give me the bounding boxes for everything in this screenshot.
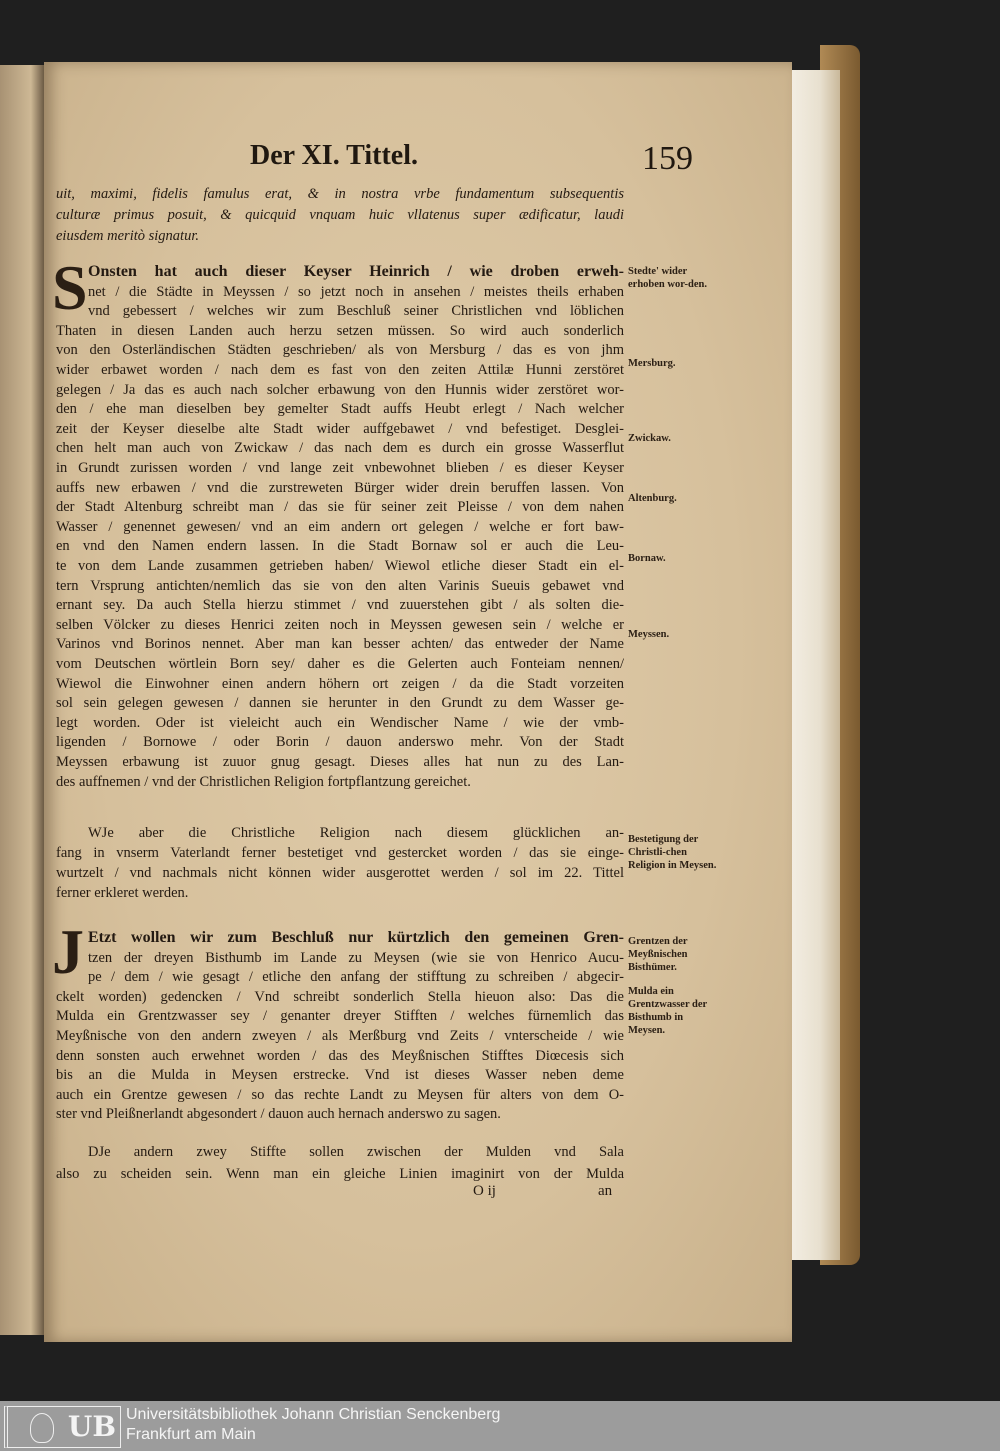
running-title: Der XI. Tittel. <box>250 140 418 171</box>
marginal-note: Stedte' wider erhoben wor-den. <box>628 266 707 290</box>
ub-logo <box>4 1406 121 1448</box>
text-line: ligenden / Bornowe / oder Borin / dauon anderswo mehr. Von der Stadt <box>56 734 624 750</box>
text-line: tern Vrsprung antichten/nemlich das sie von den alten Varinis Sueuis gebawet vnd <box>56 578 624 594</box>
drop-cap: S <box>52 252 88 323</box>
marginal-note: Meyssen. <box>628 629 670 640</box>
text-line: des auffnemen / vnd der Christlichen Religion fortpflantzung gereichet. <box>56 774 471 790</box>
text-line: wurtzelt / vnd nachmals nicht können wider ausgerottet werden / sol im 22. Tittel <box>56 865 624 881</box>
text-line: Thaten in diesen Landen auch herzu setzen müssen. So wird auch sonderlich <box>56 323 624 339</box>
text-line: Etzt wollen wir zum Beschluß nur kürtzlich den gemeinen Gren- <box>88 929 624 946</box>
text-line: ferner erkleret werden. <box>56 885 189 901</box>
text-line: chen helt man auch von Zwickaw / das nach dem es durch ein grosse Wasserflut <box>56 440 624 456</box>
text-line: den / ehe man dieselben bey gemelter Stadt auffs Heubt erlegt / Nach welcher <box>56 401 624 417</box>
marginal-note: Grentzen der Meyßnischen Bisthümer. <box>628 936 688 973</box>
text-line: WJe aber die Christliche Religion nach diesem glücklichen an- <box>88 825 624 841</box>
latin-line: uit, maximi, fidelis famulus erat, & in nostra vrbe fundamentum subsequentis <box>56 186 624 202</box>
library-footer <box>0 1401 1000 1451</box>
text-line: also zu scheiden sein. Wenn man ein gleiche Linien imaginirt von der Mulda <box>56 1166 624 1182</box>
text-line: Wiewol die Einwohner einen andern höhern ort zeigen / da die Stadt vorzeiten <box>56 676 624 692</box>
text-line: legt worden. Oder ist vieleicht auch ein Wendischer Name / wie der vmb- <box>56 715 624 731</box>
text-line: pe / dem / wie gesagt / etliche den anfang der stifftung zu schreiben / abgecir- <box>88 969 624 985</box>
text-line: in Grundt zurissen worden / vnd lange zeit vnbewohnet blieben / es dieser Keyser <box>56 460 624 476</box>
text-line: Onsten hat auch dieser Keyser Heinrich / wie droben erweh- <box>88 263 624 280</box>
marginal-note: Bestetigung der Christli-chen Religion in Meysen. <box>628 834 717 871</box>
text-line: der Stadt Altenburg schreibt man / das sie für seiner zeit Pleisse / von dem nahen <box>56 499 624 515</box>
text-line: ckelt worden) gedencken / Vnd schreibt sonderlich Stella hieuon also: Das die <box>56 989 624 1005</box>
text-line: en vnd den Namen endern lassen. In die Stadt Bornaw sol er auch die Leu- <box>56 538 624 554</box>
text-line: net / die Städte in Meyssen / so jetzt noch in ansehen / meistes theils erhaben <box>88 284 624 300</box>
text-line: vom Deutschen wörtlein Born sey/ daher es die Gelerten auch Fonteiam nennen/ <box>56 656 624 672</box>
institution-city: Frankfurt am Main <box>126 1426 256 1443</box>
text-line: fang in vnserm Vaterlandt ferner bestetiget vnd gestercket worden / das sie einge- <box>56 845 624 861</box>
signature-mark: O ij <box>473 1183 496 1199</box>
latin-line: eiusdem meritò signatur. <box>56 228 199 244</box>
latin-line: culturæ primus posuit, & quicquid vnquam huic vllatenus super ædificatur, laudi <box>56 207 624 223</box>
text-line: ernant sey. Da auch Stella hierzu stimmet / vnd zuuerstehen gibt / als solten die- <box>56 597 624 613</box>
portrait-icon <box>30 1413 54 1443</box>
text-line: ster vnd Pleißnerlandt abgesondert / dauon auch hernach anderswo zu sagen. <box>56 1106 501 1122</box>
text-line: bis an die Mulda in Meysen erstrecke. Vnd ist dieses Wasser neben deme <box>56 1067 624 1083</box>
logo-text: UB <box>67 1410 116 1443</box>
text-line: Varinos vnd Borinos nennet. Aber man kan besser achten/ das entweder der Name <box>56 636 624 652</box>
adjacent-page-edge <box>0 65 44 1335</box>
text-line: denn sonsten auch erwehnet worden / das des Meyßnischen Stifftes Diœcesis sich <box>56 1048 624 1064</box>
text-line: Meyssen erbawung ist zuuor gnug gesagt. Dieses alles hat nun zu des Lan- <box>56 754 624 770</box>
text-line: auffs new erbawen / vnd die zurstreweten Bürger wider drein beruffen lassen. Von <box>56 480 624 496</box>
text-line: gelegen / Ja das es auch nach solcher erbawung von den Hunnis wider zerstöret wor- <box>56 382 624 398</box>
text-line: DJe andern zwey Stiffte sollen zwischen der Mulden vnd Sala <box>88 1144 624 1160</box>
text-line: vnd gebessert / welches wir zum Beschluß seiner Christlichen vnd löblichen <box>88 303 624 319</box>
text-line: te von dem Lande zusammen getrieben haben/ Wiewol etliche dieser Stadt ein el- <box>56 558 624 574</box>
marginal-note: Zwickaw. <box>628 433 671 444</box>
text-line: selben Völcker zu dieses Henrici zeiten noch in Meyssen gewesen sein / welche er <box>56 617 624 633</box>
page-number: 159 <box>642 140 693 177</box>
text-line: sol sein gelegen gewesen / dannen sie herunter in den Grundt zu dem Wasser ge- <box>56 695 624 711</box>
marginal-note: Altenburg. <box>628 493 677 504</box>
catchword: an <box>598 1183 613 1199</box>
page-block-edge <box>790 70 840 1260</box>
text-line: Meyßnische von den andern zweyen / als Merßburg vnd Zeits / vnterscheide / wie <box>56 1028 624 1044</box>
marginal-note: Mersburg. <box>628 358 676 369</box>
drop-cap: J <box>52 916 84 987</box>
text-line: wider erbawet worden / nach dem es fast von den zeiten Attilæ Hunni zerstöret <box>56 362 624 378</box>
text-line: zeit der Keyser dieselbe alte Stadt wider auffgebawet / vnd befestiget. Desglei- <box>56 421 624 437</box>
text-line: tzen der dreyen Bisthumb im Lande zu Meysen (wie sie von Henrico Aucu- <box>88 950 624 966</box>
marginal-note: Bornaw. <box>628 553 666 564</box>
marginal-note: Mulda ein Grentzwasser der Bisthumb in Meysen. <box>628 986 708 1036</box>
text-line: Mulda ein Grentzwasser sey / genanter dreyer Stifften / welches fürnemlich das <box>56 1008 624 1024</box>
institution-name: Universitätsbibliothek Johann Christian Senckenberg <box>126 1406 501 1423</box>
text-line: Wasser / genennet gewesen/ vnd an eim andern ort gelegen / welche er fort baw- <box>56 519 624 535</box>
text-line: auch ein Grentze gewesen / so das rechte Landt zu Meysen für alters von dem O- <box>56 1087 624 1103</box>
text-line: von den Osterländischen Städten geschrieben/ als von Mersburg / das es von jhm <box>56 342 624 358</box>
